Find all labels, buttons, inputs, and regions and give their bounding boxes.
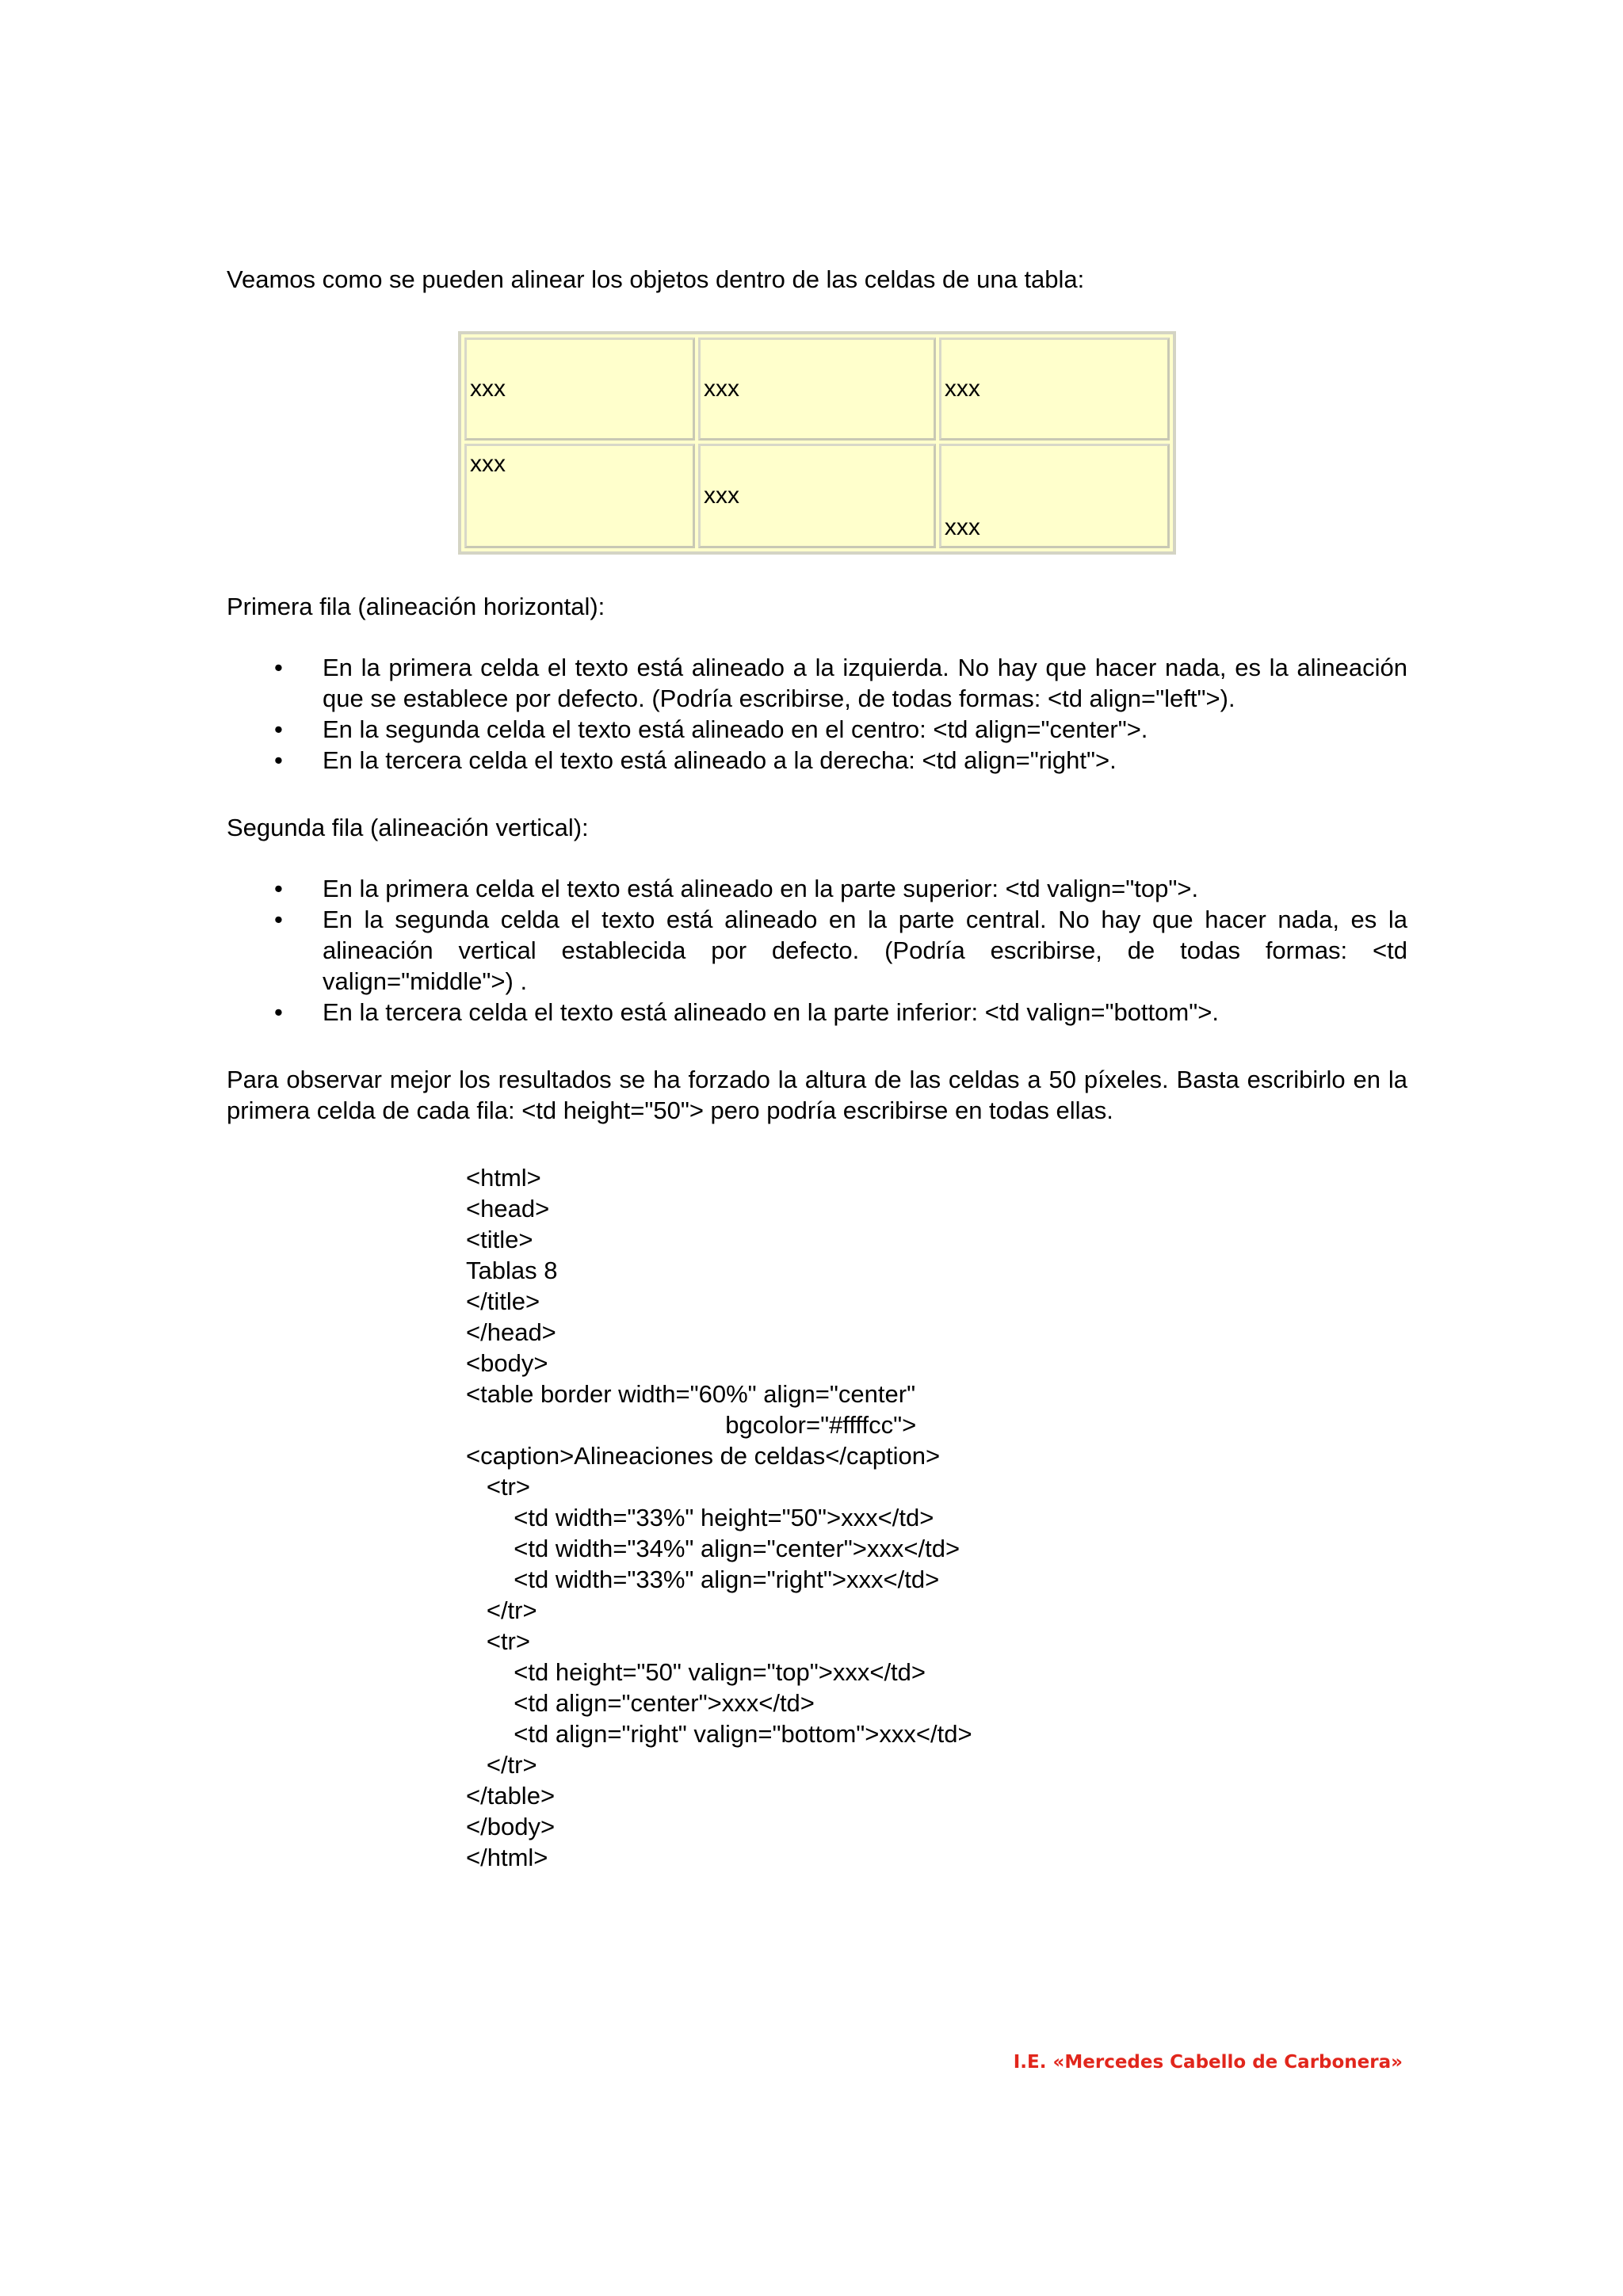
bullet-icon: •	[274, 875, 283, 902]
section1-list	[227, 652, 1407, 776]
list-item: • En la segunda celda el texto está alineado en la parte central. No hay que hacer nada, es la alineación vertical establecida por defecto. (Podría escribirse, de todas formas: <td valign="middle">) .	[274, 906, 1407, 995]
bullet-icon: •	[274, 746, 283, 774]
code-line: </title>	[466, 1287, 540, 1315]
code-line: <td width="33%" align="right">xxx</td>	[466, 1566, 940, 1593]
code-line: <td width="34%" align="center">xxx</td>	[466, 1535, 960, 1562]
code-line: </body>	[466, 1813, 556, 1840]
table-row	[464, 338, 1170, 441]
bullet-icon: •	[274, 998, 283, 1026]
code-line: <tr>	[466, 1627, 530, 1655]
code-line: </html>	[466, 1844, 548, 1871]
code-line: </tr>	[466, 1751, 537, 1779]
bullet-icon: •	[274, 906, 283, 933]
code-line: <title>	[466, 1226, 533, 1253]
document-body	[227, 264, 1407, 1873]
code-line: <td align="center">xxx</td>	[466, 1689, 815, 1717]
code-line: </head>	[466, 1318, 556, 1346]
table-row	[464, 444, 1170, 548]
section2-heading: Segunda fila (alineación vertical):	[227, 814, 589, 841]
code-line: <head>	[466, 1195, 550, 1222]
code-line: <td height="50" valign="top">xxx</td>	[466, 1658, 926, 1686]
code-line: bgcolor="#ffffcc">	[466, 1411, 917, 1439]
code-line: <td width="33%" height="50">xxx</td>	[466, 1504, 934, 1531]
list-item: • En la primera celda el texto está alineado a la izquierda. No hay que hacer nada, es la alineación que se establece por defecto. (Podría escribirse, de todas formas: <td align="left">).	[274, 654, 1407, 712]
table-cell-r2-c2: xxx	[698, 444, 936, 548]
sample-table	[458, 331, 1176, 555]
code-line: </table>	[466, 1782, 556, 1810]
code-line: Tablas 8	[466, 1257, 558, 1284]
list-item: • En la primera celda el texto está alineado en la parte superior: <td valign="top">.	[274, 875, 1199, 902]
table-cell-r2-c3: xxx	[939, 444, 1170, 548]
list-item: • En la tercera celda el texto está alineado a la derecha: <td align="right">.	[274, 746, 1117, 774]
code-listing	[466, 1162, 1407, 1873]
code-line: </tr>	[466, 1596, 537, 1624]
closing-paragraph: Para observar mejor los resultados se ha forzado la altura de las celdas a 50 píxeles. Basta escribirlo en la primera celda de cada fila: <td height="50"> pero podría escribirse en todas ellas.	[227, 1066, 1407, 1124]
footer-school-name: I.E. «Mercedes Cabello de Carbonera»	[1013, 2052, 1403, 2073]
code-line: <table border width="60%" align="center"	[466, 1380, 916, 1408]
table-cell-r1-c2: xxx	[698, 338, 936, 441]
section1-heading: Primera fila (alineación horizontal):	[227, 593, 605, 620]
table-cell-r1-c3: xxx	[939, 338, 1170, 441]
code-line: <body>	[466, 1349, 548, 1377]
code-line: <caption>Alineaciones de celdas</caption>	[466, 1442, 941, 1470]
section2-list	[227, 873, 1407, 1028]
bullet-icon: •	[274, 654, 283, 681]
intro-paragraph: Veamos como se pueden alinear los objetos dentro de las celdas de una tabla:	[227, 265, 1085, 293]
code-line: <tr>	[466, 1473, 530, 1501]
code-line: <html>	[466, 1164, 541, 1192]
table-cell-r2-c1: xxx	[464, 444, 695, 548]
list-item: • En la tercera celda el texto está alineado en la parte inferior: <td valign="bottom">.	[274, 998, 1219, 1026]
table-cell-r1-c1: xxx	[464, 338, 695, 441]
bullet-icon: •	[274, 715, 283, 743]
list-item: • En la segunda celda el texto está alineado en el centro: <td align="center">.	[274, 715, 1148, 743]
code-line: <td align="right" valign="bottom">xxx</td>	[466, 1720, 972, 1748]
